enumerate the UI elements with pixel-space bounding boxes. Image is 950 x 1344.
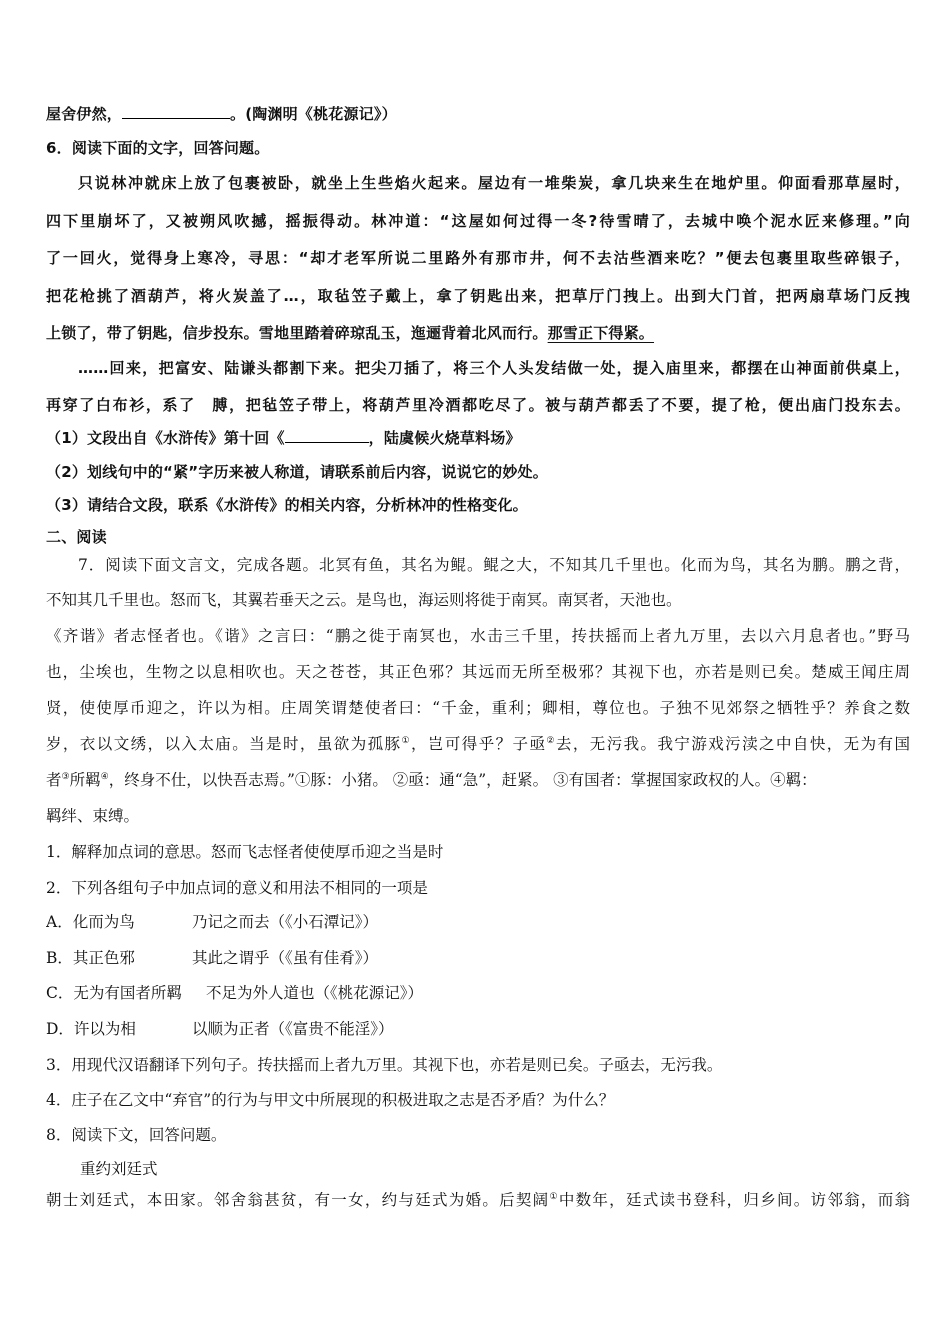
q7-text-line: 不知其几千里也。怒而飞，其翼若垂天之云。是鸟也，海运则将徙于南冥。南冥者，天池也。 xyxy=(46,591,682,609)
q5-suffix: 。(陶渊明《桃花源记》） xyxy=(230,105,397,123)
option-b[interactable] xyxy=(46,946,910,968)
q7-text: 去，无污我。我宁游戏污渎之中自快，无为有国 xyxy=(555,735,910,753)
q8-text-line xyxy=(46,1188,910,1210)
option-label: B．其正色邪 xyxy=(46,949,135,967)
q7-text: ，岂可得乎？子亟 xyxy=(410,735,547,753)
q6-p1-text: 上锁了，带了钥匙，信步投东。雪地里踏着碎琼乱玉，迤逦背着北风而行。 xyxy=(46,324,548,342)
option-pair: 其此之谓乎（《虽有佳肴》） xyxy=(192,949,379,967)
option-label: A．化而为鸟 xyxy=(46,913,135,931)
q6-sub1-prefix: （1）文段出自《水浒传》第十回《 xyxy=(46,429,285,447)
footnote-mark: ② xyxy=(546,735,556,746)
q7-question-3: 3．用现代汉语翻译下列句子。抟扶摇而上者九万里。其视下也，亦若是则已矣。子亟去，无污我。 xyxy=(46,1056,723,1074)
q5-prefix: 屋舍伊然， xyxy=(46,105,123,123)
q6-p1-line: 了一回火，觉得身上寒冷，寻思：“却才老军所说二里路外有那市井，何不去沽些酒来吃？”便去包裹里取些碎银子， xyxy=(46,249,910,267)
q8-title: 8．阅读下文，回答问题。 xyxy=(46,1126,227,1144)
footnote-mark: ④ xyxy=(100,771,109,782)
option-d[interactable] xyxy=(46,1017,910,1039)
q6-sub1-suffix: ，陆虞候火烧草料场》 xyxy=(368,429,521,447)
q6-p1-last-line xyxy=(46,322,910,343)
q6-p2-line: 再穿了白布衫，系了 膊，把毡笠子带上，将葫芦里冷酒都吃尽了。被与葫芦都丢了不要，提了枪，便出庙门投东去。 xyxy=(46,396,910,414)
q7-text-line: 贤，使使厚币迎之，许以为相。庄周笑谓楚使者曰：“千金，重利；卿相，尊位也。子独不见郊祭之牺牲乎？养食之数 xyxy=(46,699,910,717)
q7-question-4: 4．庄子在乙文中“弃官”的行为与甲文中所展现的积极进取之志是否矛盾？为什么？ xyxy=(46,1091,615,1109)
q6-p2-line: ……回来，把富安、陆谦头都割下来。把尖刀插了，将三个人头发结做一处，提入庙里来，都摆在山神面前供桌上， xyxy=(78,359,910,377)
q6-title: 6．阅读下面的文字，回答问题。 xyxy=(46,139,270,157)
option-pair: 乃记之而去（《小石潭记》） xyxy=(192,913,379,931)
option-label: D．许以为相 xyxy=(46,1020,136,1038)
q7-text: ，终身不仕，以快吾志焉。”①豚：小猪。 ②亟：通“急”，赶紧。 ③有国者：掌握国家政权的人。④羁： xyxy=(108,771,817,789)
option-pair: 不足为外人道也（《桃花源记》） xyxy=(206,984,424,1002)
q8-text: 中数年，廷式读书登科，归乡间。访邻翁，而翁 xyxy=(558,1191,910,1209)
q7-text: 所羁 xyxy=(69,771,101,789)
q6-p1-line: 四下里崩坏了，又被朔风吹撼，摇振得动。林冲道：“这屋如何过得一冬?待雪晴了，去城中唤个泥水匠来修理。”向 xyxy=(46,212,910,230)
q5-tail-line xyxy=(46,103,910,124)
option-a[interactable] xyxy=(46,910,910,932)
fill-blank[interactable] xyxy=(122,104,230,119)
q7-text-line xyxy=(46,732,910,754)
footnote-mark: ① xyxy=(401,735,411,746)
fill-blank[interactable] xyxy=(285,428,369,443)
q6-sub3: （3）请结合文段，联系《水浒传》的相关内容，分析林冲的性格变化。 xyxy=(46,496,528,514)
q6-sub2: （2）划线句中的“紧”字历来被人称道，请联系前后内容，说说它的妙处。 xyxy=(46,463,548,481)
section-title: 二、阅读 xyxy=(46,528,107,546)
underlined-sentence: 那雪正下得紧。 xyxy=(547,324,655,342)
q6-p1-line: 把花枪挑了酒葫芦，将火炭盖了…，取毡笠子戴上，拿了钥匙出来，把草厅门拽上。出到大门首，把两扇草场门反拽 xyxy=(46,287,910,305)
q8-heading: 重约刘廷式 xyxy=(80,1160,158,1178)
q6-p1-line: 只说林冲就床上放了包裹被卧，就坐上生些焰火起来。屋边有一堆柴炭，拿几块来生在地炉里。仰面看那草屋时， xyxy=(78,174,910,192)
option-c[interactable] xyxy=(46,981,910,1003)
q7-text-line: 《齐谐》者志怪者也。《谐》之言曰：“鹏之徙于南冥也，水击三千里，抟扶摇而上者九万里，去以六月息者也。”野马 xyxy=(46,627,910,645)
option-pair: 以顺为正者（《富贵不能淫》） xyxy=(192,1020,394,1038)
q7-question-2: 2．下列各组句子中加点词的意义和用法不相同的一项是 xyxy=(46,879,428,897)
footnote-mark: ③ xyxy=(61,771,70,782)
q7-text-line: 羁绊、束缚。 xyxy=(46,807,140,825)
q8-text: 朝士刘廷式，本田家。邻舍翁甚贫，有一女，约与廷式为婚。后契阔 xyxy=(46,1191,550,1209)
q7-text: 者 xyxy=(46,771,62,789)
q6-sub1 xyxy=(46,427,910,448)
q7-text-line: 7．阅读下面文言文，完成各题。北冥有鱼，其名为鲲。鲲之大，不知其几千里也。化而为鸟，其名为鹏。鹏之背， xyxy=(78,556,910,574)
footnote-mark: ① xyxy=(549,1191,559,1202)
q7-text-line xyxy=(46,768,910,790)
q7-text-line: 也，尘埃也，生物之以息相吹也。天之苍苍，其正色邪？其远而无所至极邪？其视下也，亦若是则已矣。楚威王闻庄周 xyxy=(46,663,910,681)
option-label: C．无为有国者所羁 xyxy=(46,984,182,1002)
q7-text: 岁，衣以文绣，以入太庙。当是时，虽欲为孤豚 xyxy=(46,735,402,753)
q7-question-1: 1．解释加点词的意思。怒而飞志怪者使使厚币迎之当是时 xyxy=(46,843,444,861)
